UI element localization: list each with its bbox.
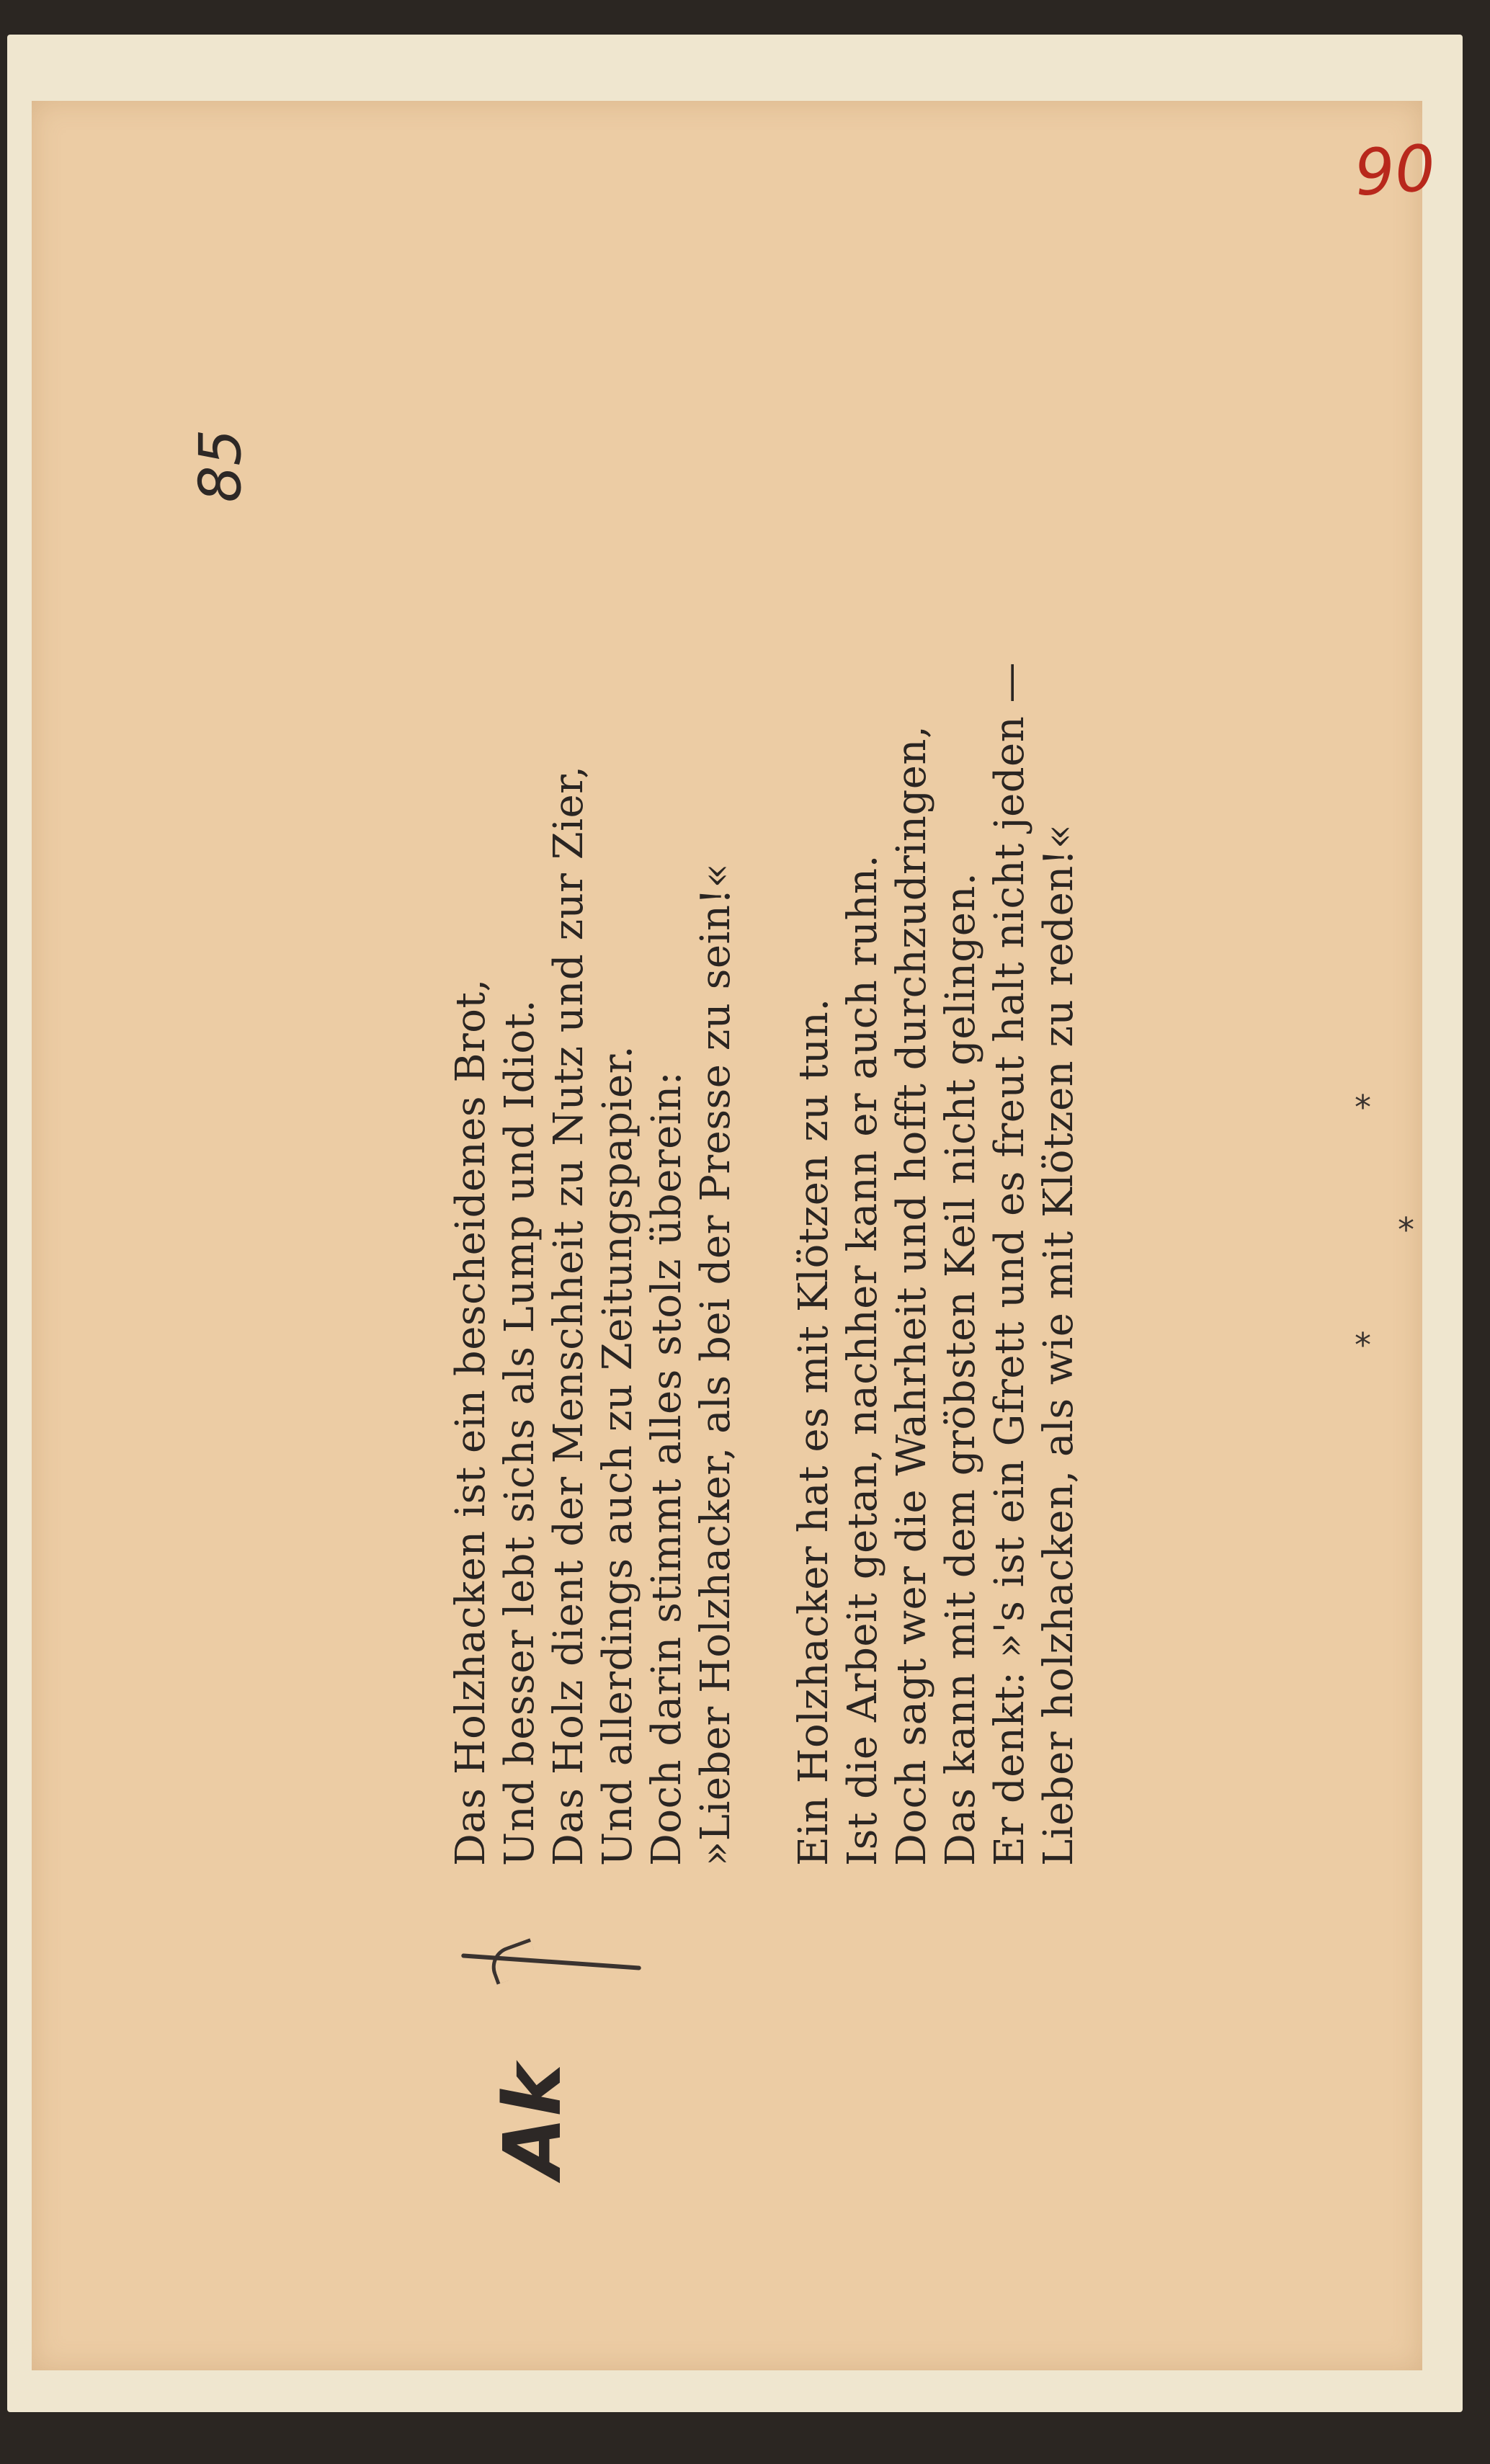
handwritten-initials: Ak <box>486 2063 579 2179</box>
poem-line: Und allerdings auch zu Zeitungspapier. <box>594 1045 641 1866</box>
poem <box>447 425 1084 1866</box>
separator-star: * <box>1398 1210 1414 1249</box>
poem-line: Ist die Arbeit getan, nachher kann er auch ruhn. <box>839 854 886 1866</box>
poem-line: Er denkt: »'s ist ein Gfrett und es freut halt nicht jeden — <box>986 661 1033 1866</box>
stanza-1 <box>447 425 741 1866</box>
page-number: 90 <box>1352 130 1438 210</box>
separator-star: * <box>1355 1088 1371 1127</box>
poem-line: Lieber holzhacken, als wie mit Klötzen zu reden!« <box>1035 823 1082 1866</box>
poem-line: Doch darin stimmt alles stolz überein: <box>643 1071 690 1866</box>
separator-star: * <box>1355 1326 1371 1365</box>
handwritten-top-mark: 85 <box>187 429 254 503</box>
poem-line: Das Holz dient der Menschheit zu Nutz und zur Zier, <box>545 765 592 1866</box>
poem-line: Ein Holzhacker hat es mit Klötzen zu tun. <box>790 998 837 1866</box>
poem-line: Doch sagt wer die Wahrheit und hofft durchzudringen, <box>888 725 935 1866</box>
stanza-2 <box>790 425 1084 1866</box>
poem-line: »Lieber Holzhacker, als bei der Presse zu sein!« <box>692 862 739 1866</box>
poem-line: Das kann mit dem gröbsten Keil nicht gelingen. <box>937 872 984 1866</box>
poem-line: Und besser lebt sichs als Lump und Idiot. <box>496 999 543 1866</box>
poem-line: Das Holzhacken ist ein bescheidenes Brot, <box>447 978 494 1866</box>
